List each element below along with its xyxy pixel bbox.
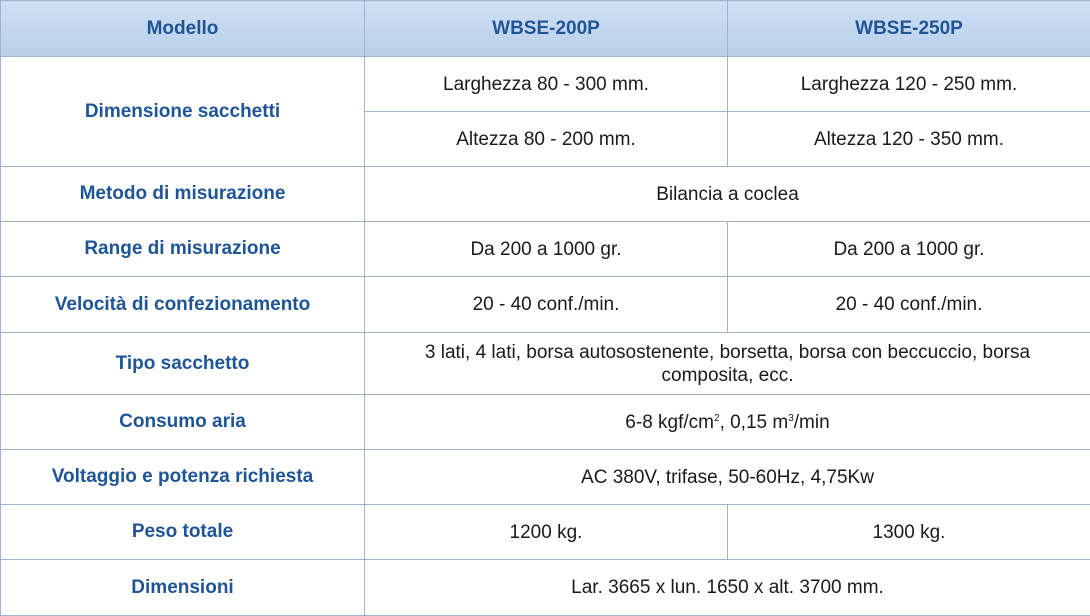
label-peso-totale: Peso totale bbox=[1, 505, 365, 560]
value-w200-peso: 1200 kg. bbox=[365, 505, 728, 560]
label-range-misurazione: Range di misurazione bbox=[1, 222, 365, 277]
label-dimensioni: Dimensioni bbox=[1, 560, 365, 616]
table-row bbox=[1, 277, 1090, 333]
label-voltaggio-potenza: Voltaggio e potenza richiesta bbox=[1, 450, 365, 505]
header-row bbox=[1, 1, 1090, 57]
value-consumo-aria bbox=[365, 395, 1090, 450]
label-velocita-confezionamento: Velocità di confezionamento bbox=[1, 277, 365, 333]
header-wbse-250p: WBSE-250P bbox=[728, 1, 1090, 57]
consumo-superscript-2: 2 bbox=[714, 413, 720, 424]
value-w250-peso: 1300 kg. bbox=[728, 505, 1090, 560]
label-consumo-aria: Consumo aria bbox=[1, 395, 365, 450]
value-w200-larghezza: Larghezza 80 - 300 mm. bbox=[365, 57, 728, 112]
value-w200-altezza: Altezza 80 - 200 mm. bbox=[365, 112, 728, 167]
table-row bbox=[1, 560, 1090, 616]
value-w250-altezza: Altezza 120 - 350 mm. bbox=[728, 112, 1090, 167]
table-row bbox=[1, 333, 1090, 395]
table-row bbox=[1, 450, 1090, 505]
value-w200-range: Da 200 a 1000 gr. bbox=[365, 222, 728, 277]
table-row bbox=[1, 57, 1090, 112]
table-row bbox=[1, 222, 1090, 277]
value-tipo-sacchetto: 3 lati, 4 lati, borsa autosostenente, borsetta, borsa con beccuccio, borsa composita, ecc. bbox=[365, 333, 1090, 395]
table-row bbox=[1, 395, 1090, 450]
consumo-pressure-text: 6-8 kgf/cm bbox=[625, 412, 714, 433]
consumo-superscript-3: 3 bbox=[788, 413, 794, 424]
table-row bbox=[1, 505, 1090, 560]
value-w250-range: Da 200 a 1000 gr. bbox=[728, 222, 1090, 277]
consumo-unit-text: /min bbox=[794, 412, 830, 433]
value-w200-velocita: 20 - 40 conf./min. bbox=[365, 277, 728, 333]
header-wbse-200p: WBSE-200P bbox=[365, 1, 728, 57]
value-dimensioni: Lar. 3665 x lun. 1650 x alt. 3700 mm. bbox=[365, 560, 1090, 616]
label-tipo-sacchetto: Tipo sacchetto bbox=[1, 333, 365, 395]
consumo-flow-text: , 0,15 m bbox=[720, 412, 789, 433]
label-dimensione-sacchetti: Dimensione sacchetti bbox=[1, 57, 365, 167]
value-metodo-misurazione: Bilancia a coclea bbox=[365, 167, 1090, 222]
table-row bbox=[1, 167, 1090, 222]
header-modello: Modello bbox=[1, 1, 365, 57]
value-w250-larghezza: Larghezza 120 - 250 mm. bbox=[728, 57, 1090, 112]
value-voltaggio-potenza: AC 380V, trifase, 50-60Hz, 4,75Kw bbox=[365, 450, 1090, 505]
label-metodo-misurazione: Metodo di misurazione bbox=[1, 167, 365, 222]
value-w250-velocita: 20 - 40 conf./min. bbox=[728, 277, 1090, 333]
